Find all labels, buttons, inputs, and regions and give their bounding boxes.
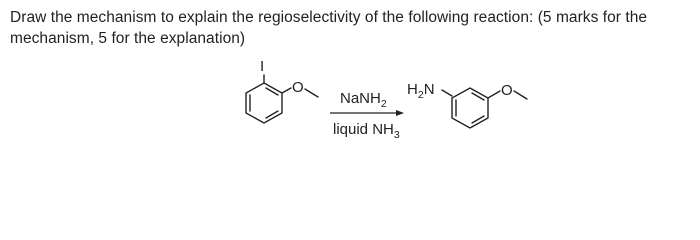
nitrogen-carbon-bond [442,90,452,96]
benzene-ring-reactant [246,83,282,123]
carbon-oxygen-bond [282,88,291,93]
reaction-arrow [330,110,404,116]
methyl-bond [305,89,318,97]
oxygen-label-product: O [501,82,513,99]
condition-label: liquid $NH_3$ [333,121,400,141]
iodine-label: I [260,58,265,75]
oxygen-label-reactant: O [292,79,304,96]
benzene-ring-product [452,88,488,128]
question-text: Draw the mechanism to explain the regioselectivity of the following reaction: (5 marks for the mechanism, 5 for the explanation) [10,9,648,47]
amine-label: $H_2N$ [407,81,435,101]
methyl-bond-product [514,91,527,99]
starting-material-structure [246,75,318,123]
carbon-oxygen-bond-product [488,91,500,98]
reagent-label: NaNH$_2$ [340,90,387,110]
product-structure [442,88,527,128]
